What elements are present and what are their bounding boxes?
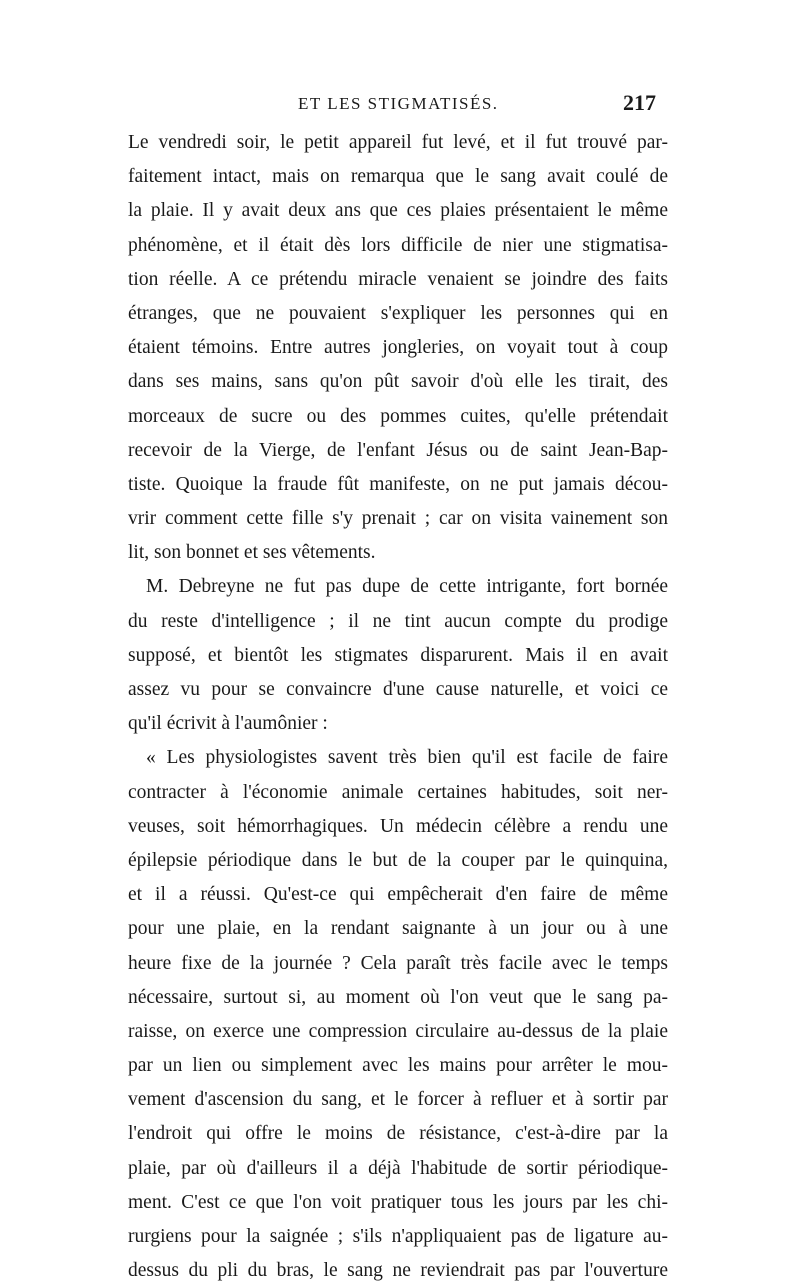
text-line: phénomène, et il était dès lors difficile de nier une stigmatisa- <box>128 234 668 256</box>
text-line: assez vu pour se convaincre d'une cause naturelle, et voici ce <box>128 679 668 700</box>
text-line: « Les physiologistes savent très bien qu'il est facile de faire <box>146 747 668 769</box>
text-line: M. Debreyne ne fut pas dupe de cette intrigante, fort bornée <box>146 576 668 598</box>
text-line: et il a réussi. Qu'est-ce qui empêcherait d'en faire de même <box>128 884 668 906</box>
text-line: Le vendredi soir, le petit appareil fut levé, et il fut trouvé par- <box>128 132 668 153</box>
text-line: ment. C'est ce que l'on voit pratiquer tous les jours par les chi- <box>128 1191 668 1213</box>
text-line: supposé, et bientôt les stigmates disparurent. Mais il en avait <box>128 644 668 666</box>
running-title: ET LES STIGMATISÉS. <box>298 94 499 113</box>
text-line: du reste d'intelligence ; il ne tint aucun compte du prodige <box>128 610 668 632</box>
text-line: plaie, par où d'ailleurs il a déjà l'habitude de sortir périodique- <box>128 1157 668 1179</box>
text-line: qu'il écrivit à l'aumônier : <box>128 713 328 735</box>
running-head <box>128 90 656 120</box>
text-line: contracter à l'économie animale certaines habitudes, soit ner- <box>128 781 668 803</box>
text-line: vement d'ascension du sang, et le forcer à refluer et à sortir par <box>128 1089 668 1111</box>
text-line: par un lien ou simplement avec les mains pour arrêter le mou- <box>128 1055 668 1077</box>
text-line: épilepsie périodique dans le but de la couper par le quinquina, <box>128 849 668 871</box>
text-line: vrir comment cette fille s'y prenait ; car on visita vainement son <box>128 508 668 530</box>
text-line: l'endroit qui offre le moins de résistance, c'est-à-dire par la <box>128 1123 668 1145</box>
text-line: heure fixe de la journée ? Cela paraît très facile avec le temps <box>128 952 668 974</box>
text-line: la plaie. Il y avait deux ans que ces plaies présentaient le même <box>128 200 668 222</box>
text-line: dessus du pli du bras, le sang ne reviendrait pas par l'ouverture <box>128 1260 668 1282</box>
text-line: raisse, on exerce une compression circulaire au-dessus de la plaie <box>128 1020 668 1042</box>
text-line: recevoir de la Vierge, de l'enfant Jésus ou de saint Jean-Bap- <box>128 439 668 461</box>
text-line: tion réelle. A ce prétendu miracle venaient se joindre des faits <box>128 268 668 290</box>
text-line: veuses, soit hémorrhagiques. Un médecin célèbre a rendu une <box>128 815 668 837</box>
text-line: rurgiens pour la saignée ; s'ils n'appliquaient pas de ligature au- <box>128 1226 668 1247</box>
text-line: nécessaire, surtout si, au moment où l'on veut que le sang pa- <box>128 986 668 1008</box>
page-number: 217 <box>623 90 656 115</box>
text-line: lit, son bonnet et ses vêtements. <box>128 542 376 564</box>
text-line: étaient témoins. Entre autres jongleries, on voyait tout à coup <box>128 337 668 359</box>
text-line: étranges, que ne pouvaient s'expliquer les personnes qui en <box>128 302 668 324</box>
text-line: faitement intact, mais on remarqua que le sang avait coulé de <box>128 166 668 188</box>
text-line: morceaux de sucre ou des pommes cuites, qu'elle prétendait <box>128 405 668 427</box>
text-line: pour une plaie, en la rendant saignante à un jour ou à une <box>128 918 668 940</box>
body-text <box>128 126 668 1288</box>
text-line: dans ses mains, sans qu'on pût savoir d'où elle les tirait, des <box>128 371 668 393</box>
text-line: tiste. Quoique la fraude fût manifeste, on ne put jamais décou- <box>128 473 668 495</box>
